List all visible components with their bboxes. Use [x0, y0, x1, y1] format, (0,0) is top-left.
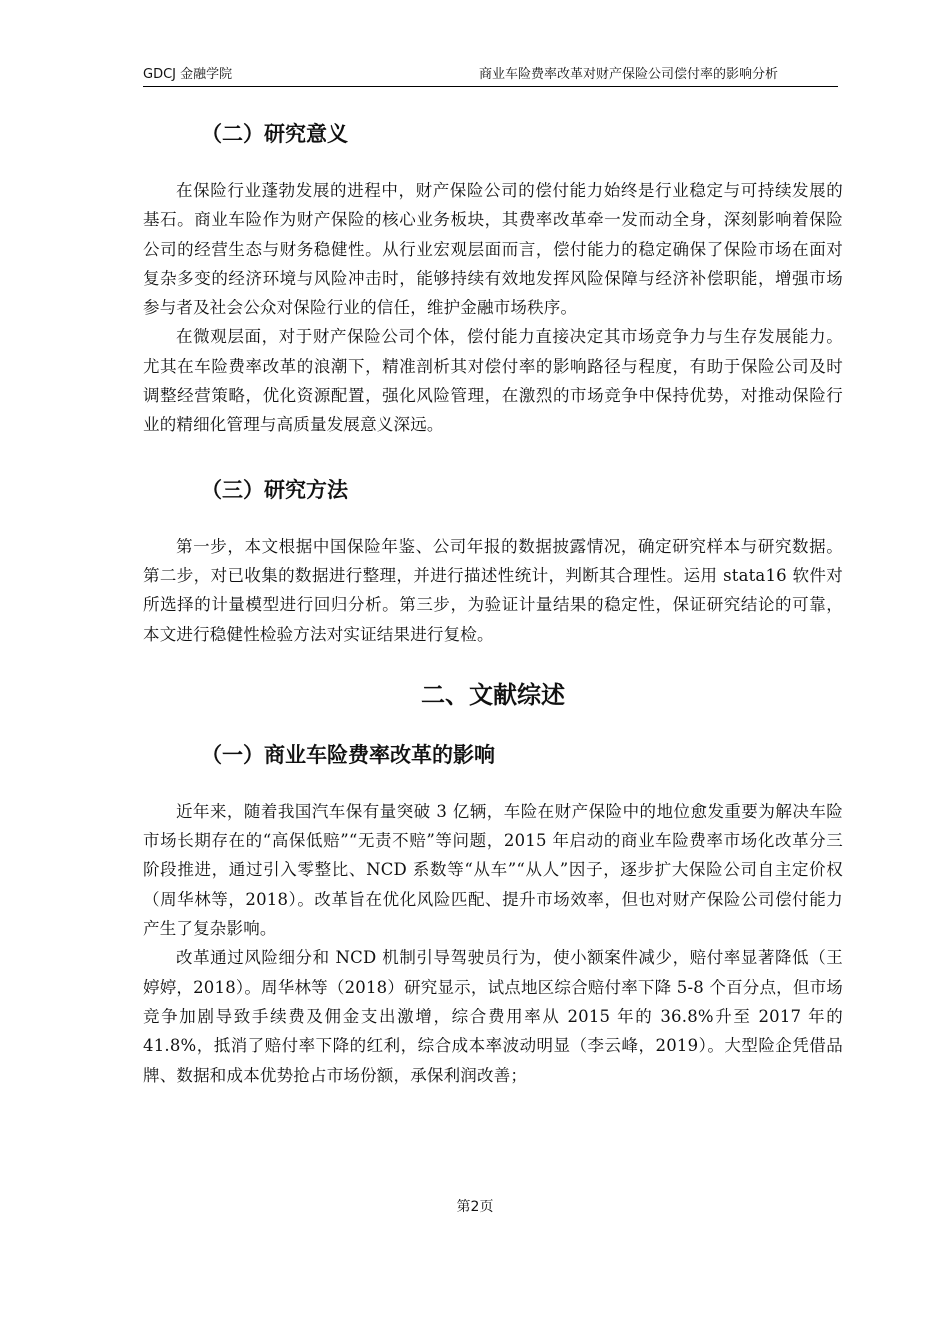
paragraph: 改革通过风险细分和 NCD 机制引导驾驶员行为，使小额案件减少，赔付率显著降低（王婷婷，2018）。周华林等（2018）研究显示，试点地区综合赔付率下降 5-8 个百分点，但市场竞争加剧导致手续费及佣金支出激增，综合费用率从 2015 年的 36.8%升至 2017 年的 41.8%，抵消了赔付率下降的红利，综合成本率波动明显（李云峰，2019）。大型险企凭借品牌、数据和成本优势抢占市场份额，承保利润改善；	[143, 948, 843, 1085]
page-content	[143, 110, 843, 1090]
section-title-reform-impact: （一）商业车险费率改革的影响	[201, 742, 495, 767]
paragraph: 在保险行业蓬勃发展的进程中，财产保险公司的偿付能力始终是行业稳定与可持续发展的基石。商业车险作为财产保险的核心业务板块，其费率改革牵一发而动全身，深刻影响着保险公司的经营生态与财务稳健性。从行业宏观层面而言，偿付能力的稳定确保了保险市场在面对复杂多变的经济环境与风险冲击时，能够持续有效地发挥风险保障与经济补偿职能，增强市场参与者及社会公众对保险行业的信任，维护金融市场秩序。	[143, 181, 843, 318]
page-header	[143, 66, 838, 87]
header-left: GDCJ 金融学院	[143, 67, 233, 82]
section-title-significance: （二）研究意义	[201, 122, 348, 146]
paragraph: 近年来，随着我国汽车保有量突破 3 亿辆，车险在财产保险中的地位愈发重要为解决车险市场长期存在的“高保低赔”“无责不赔”等问题，2015 年启动的商业车险费率市场化改革分三阶段推进，通过引入零整比、NCD 系数等“从车”“从人”因子，逐步扩大保险公司自主定价权（周华林等，2018）。改革旨在优化风险匹配、提升市场效率，但也对财产保险公司偿付能力产生了复杂影响。	[143, 801, 843, 939]
page-number: 第2页	[456, 1199, 494, 1215]
paragraph: 第一步，本文根据中国保险年鉴、公司年报的数据披露情况，确定研究样本与研究数据。第二步，对已收集的数据进行整理，并进行描述性统计，判断其合理性。运用 stata16 软件对所选择的计量模型进行回归分析。第三步，为验证计量结果的稳定性，保证研究结论的可靠，本文进行稳健性检验方法对实证结果进行复检。	[143, 536, 843, 644]
chapter-title: 二、文献综述	[421, 680, 565, 709]
section-title-methods: （三）研究方法	[201, 477, 348, 502]
paragraph: 在微观层面，对于财产保险公司个体，偿付能力直接决定其市场竞争力与生存发展能力。尤其在车险费率改革的浪潮下，精准剖析其对偿付率的影响路径与程度，有助于保险公司及时调整经营策略，优化资源配置，强化风险管理，在激烈的市场竞争中保持优势，对推动保险行业的精细化管理与高质量发展意义深远。	[143, 327, 843, 435]
header-right: 商业车险费率改革对财产保险公司偿付率的影响分析	[478, 67, 778, 82]
